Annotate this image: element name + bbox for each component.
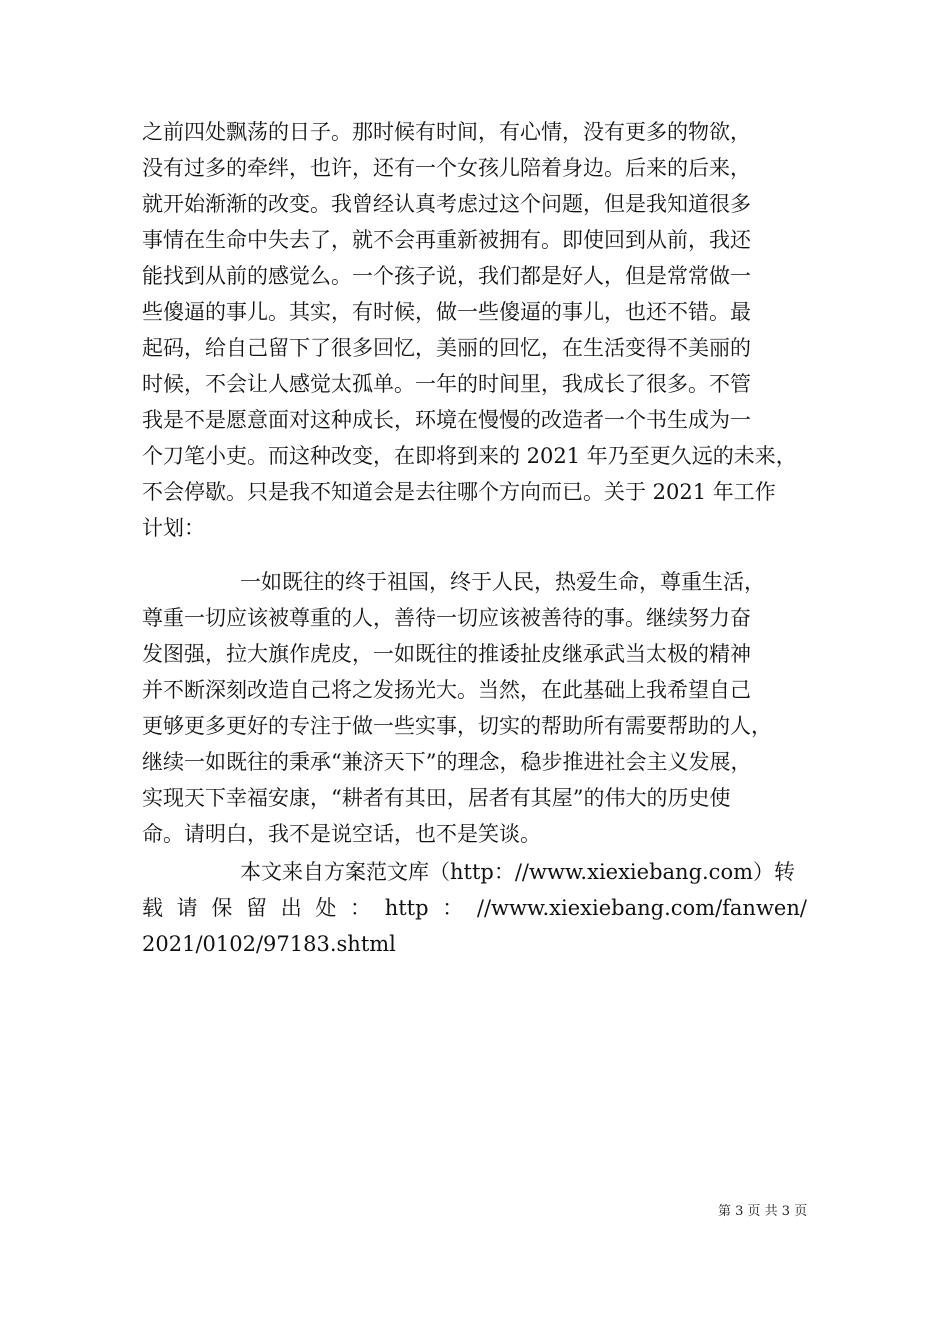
source-part: //www.xiexiebang.com/fanwen/ <box>476 896 807 920</box>
source-part: 保 <box>211 896 233 920</box>
text-line: 能找到从前的感觉么。一个孩子说，我们都是好人，但是常常做一 <box>142 264 751 288</box>
text-line: 并不断深刻改造自己将之发扬光大。当然，在此基础上我希望自己 <box>142 678 751 702</box>
text-line: 就开始渐渐的改变。我曾经认真考虑过这个问题，但是我知道很多 <box>142 192 751 216</box>
source-part: 处 <box>315 896 337 920</box>
text-line: 之前四处飘荡的日子。那时候有时间，有心情，没有更多的物欲， <box>142 120 751 144</box>
source-notice-line: 本文来自方案范文库（http：//www.xiexiebang.com）转 <box>240 860 796 884</box>
source-part: 载 <box>142 896 163 920</box>
source-part: 留 <box>246 896 268 920</box>
text-line: 些傻逼的事儿。其实，有时候，做一些傻逼的事儿，也还不错。最 <box>142 300 751 324</box>
text-line: 事情在生命中失去了，就不会再重新被拥有。即使回到从前，我还 <box>142 228 751 252</box>
text-line: 没有过多的牵绊，也许，还有一个女孩儿陪着身边。后来的后来， <box>142 156 751 180</box>
text-line: 继续一如既往的秉承“兼济天下”的理念，稳步推进社会主义发展， <box>142 750 752 774</box>
text-line: 命。请明白，我不是说空话，也不是笑谈。 <box>142 822 541 846</box>
text-line: 我是不是愿意面对这种成长，环境在慢慢的改造者一个书生成为一 <box>142 408 751 432</box>
text-line: 个刀笔小吏。而这种改变，在即将到来的 2021 年乃至更久远的未来， <box>142 444 797 468</box>
source-part: ： <box>442 896 464 920</box>
source-part: ： <box>350 896 372 920</box>
source-part: 出 <box>280 896 302 920</box>
paragraph-indent-line: 一如既往的终于祖国，终于人民，热爱生命，尊重生活， <box>240 570 765 594</box>
text-line: 更够更多更好的专注于做一些实事，切实的帮助所有需要帮助的人， <box>142 714 772 738</box>
text-line: 起码，给自己留下了很多回忆，美丽的回忆，在生活变得不美丽的 <box>142 336 751 360</box>
text-line: 时候，不会让人感觉太孤单。一年的时间里，我成长了很多。不管 <box>142 372 751 396</box>
source-part: http <box>384 896 429 920</box>
source-part: 请 <box>176 896 198 920</box>
page-number: 第 3 页 共 3 页 <box>718 1204 808 1219</box>
text-line: 尊重一切应该被尊重的人，善待一切应该被善待的事。继续努力奋 <box>142 606 751 630</box>
text-line: 不会停歇。只是我不知道会是去往哪个方向而已。关于 2021 年工作 <box>142 480 776 504</box>
source-url-continuation: 2021/0102/97183.shtml <box>142 932 396 956</box>
text-line: 计划： <box>142 516 205 540</box>
text-line: 发图强，拉大旗作虎皮，一如既往的推诿扯皮继承武当太极的精神 <box>142 642 751 666</box>
source-url-line <box>142 890 807 926</box>
text-line: 实现天下幸福安康，“耕者有其田，居者有其屋”的伟大的历史使 <box>142 786 731 810</box>
